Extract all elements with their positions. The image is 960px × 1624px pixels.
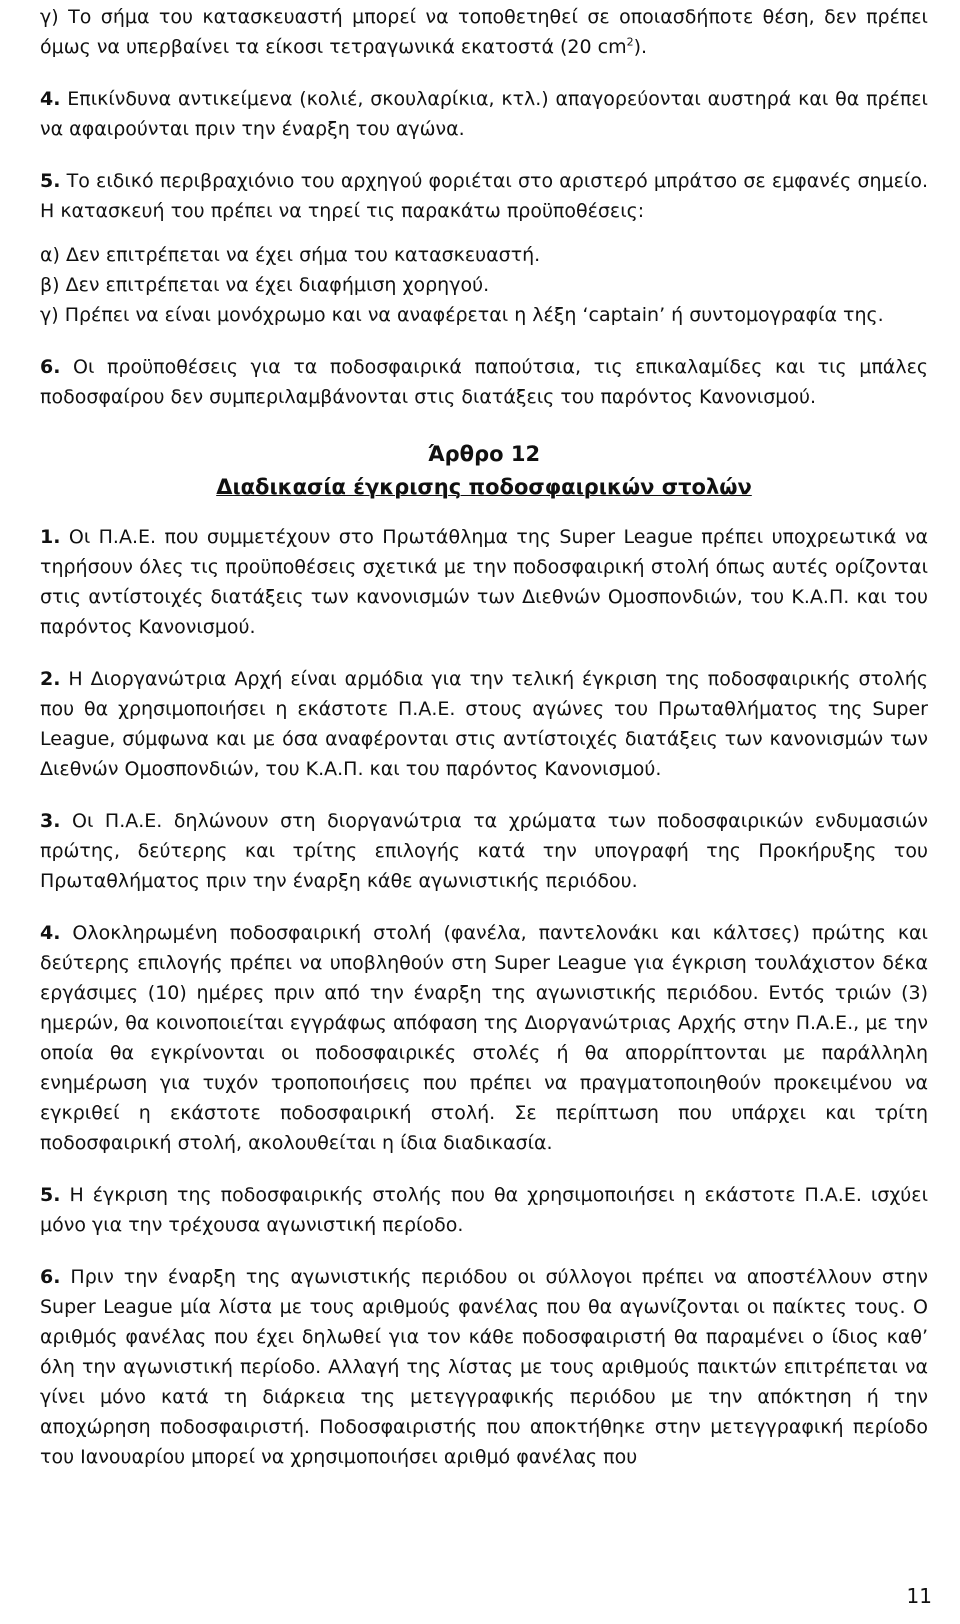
item-text: Η έγκριση της ποδοσφαιρικής στολής που θα χρησιμοποιήσει η εκάστοτε Π.Α.Ε. ισχύει μόνο για την τρέχουσα αγωνιστική περίοδο. [40,1184,928,1236]
captain-condition-b: β) Δεν επιτρέπεται να έχει διαφήμιση χορηγού. [40,274,490,296]
rule-4 [40,84,928,144]
condition-text-part2: ). [633,36,648,58]
rule-text: Το ειδικό περιβραχιόνιο του αρχηγού φοριέται στο αριστερό μπράτσο σε εμφανές σημείο. Η κατασκευή του πρέπει να τηρεί τις παρακάτω προϋποθέσεις: [40,170,928,222]
item-text: Οι Π.Α.Ε. που συμμετέχουν στο Πρωτάθλημα της Super League πρέπει υποχρεωτικά να τηρήσουν όλες τις προϋποθέσεις σχετικά με την ποδοσφαιρική στολή όπως αυτές ορίζονται στις αντίστοιχές διατάξεις των κανονισμών των Διεθνών Ομοσπονδιών, του Κ.Α.Π. και του παρόντος Κανονισμού. [40,526,928,638]
item-number: 4. [40,922,61,944]
rule-number: 4. [40,88,61,110]
article-item-6 [40,1262,928,1472]
item-text: Πριν την έναρξη της αγωνιστικής περιόδου οι σύλλογοι πρέπει να αποστέλλουν στην Super League μία λίστα με τους αριθμούς φανέλας που θα αγωνίζονται οι παίκτες τους. Ο αριθμός φανέλας που έχει δηλωθεί για τον κάθε ποδοσφαιριστή θα παραμένει ο ίδιος καθ’ όλη την αγωνιστική περίοδο. Αλλαγή της λίστας με τους αριθμούς παικτών επιτρέπεται να γίνει μόνο κατά τη διάρκεια της μετεγγραφικής περιόδου με την απόκτηση ή την αποχώρηση ποδοσφαιριστή. Ποδοσφαιριστής που αποκτήθηκε στην μετεγγραφική περίοδο του Ιανουαρίου μπορεί να χρησιμοποιήσει αριθμό φανέλας που [40,1266,928,1468]
document-page [40,0,928,1472]
item-text: Η Διοργανώτρια Αρχή είναι αρμόδια για την τελική έγκριση της ποδοσφαιρικής στολής που θα χρησιμοποιήσει η εκάστοτε Π.Α.Ε. στους αγώνες του Πρωταθλήματος της Super League, σύμφωνα και με όσα αναφέρονται στις αντίστοιχές διατάξεις των κανονισμών των Διεθνών Ομοσπονδιών, του Κ.Α.Π. και του παρόντος Κανονισμού. [40,668,928,780]
rule-number: 6. [40,356,61,378]
captain-condition-a: α) Δεν επιτρέπεται να έχει σήμα του κατασκευαστή. [40,244,541,266]
article-subtitle: Διαδικασία έγκρισης ποδοσφαιρικών στολών [216,475,752,499]
article-item-2 [40,664,928,784]
item-number: 2. [40,668,61,690]
rule-text: Επικίνδυνα αντικείμενα (κολιέ, σκουλαρίκια, κτλ.) απαγορεύονται αυστηρά και θα πρέπει να αφαιρούνται πριν την έναρξη του αγώνα. [40,88,928,140]
captain-condition-c: γ) Πρέπει να είναι μονόχρωμο και να αναφέρεται η λέξη ‘captain’ ή συντομογραφία της. [40,304,884,326]
rule-5 [40,166,928,226]
rule-text: Οι προϋποθέσεις για τα ποδοσφαιρικά παπούτσια, τις επικαλαμίδες και τις μπάλες ποδοσφαίρου δεν συμπεριλαμβάνονται στις διατάξεις του παρόντος Κανονισμού. [40,356,929,408]
article-item-5 [40,1180,928,1240]
item-number: 6. [40,1266,61,1288]
article-item-3 [40,806,928,896]
rule-number: 5. [40,170,61,192]
item-text: Ολοκληρωμένη ποδοσφαιρική στολή (φανέλα, παντελονάκι και κάλτσες) πρώτης και δεύτερης επιλογής πρέπει να υποβληθούν στη Super League για έγκριση τουλάχιστον δέκα εργάσιμες (10) ημέρες πριν από την έναρξη της αγωνιστικής περιόδου. Εντός τριών (3) ημερών, θα κοινοποιείται εγγράφως απόφαση της Διοργανώτριας Αρχής στην Π.Α.Ε., με την οποία θα εγκρίνονται οι ποδοσφαιρικές στολές ή θα απορρίπτονται με παράλληλη ενημέρωση για τυχόν τροποποιήσεις που πρέπει να πραγματοποιηθούν προκειμένου να εγκριθεί η εκάστοτε ποδοσφαιρική στολή. Σε περίπτωση που υπάρχει και τρίτη ποδοσφαιρική στολή, ακολουθείται η ίδια διαδικασία. [40,922,928,1154]
article-item-4 [40,918,928,1158]
rule-6 [40,352,928,412]
item-number: 5. [40,1184,61,1206]
condition-item-g-logo [40,2,928,62]
article-title: Άρθρο 12 [427,442,541,466]
item-text: Οι Π.Α.Ε. δηλώνουν στη διοργανώτρια τα χρώματα των ποδοσφαιρικών ενδυμασιών πρώτης, δεύτερης και τρίτης επιλογής κατά την υπογραφή της Προκήρυξης του Πρωταθλήματος πριν την έναρξη κάθε αγωνιστικής περιόδου. [40,810,928,892]
page-number: 11 [906,1584,932,1608]
item-number: 3. [40,810,61,832]
condition-text-part1: γ) Το σήμα του κατασκευαστή μπορεί να τοποθετηθεί σε οποιασδήποτε θέση, δεν πρέπει όμως να υπερβαίνει τα είκοσι τετραγωνικά εκατοστά (20 cm [40,6,928,58]
article-item-1 [40,522,928,642]
article-heading [40,438,928,504]
item-number: 1. [40,526,61,548]
superscript-two: 2 [626,35,634,49]
